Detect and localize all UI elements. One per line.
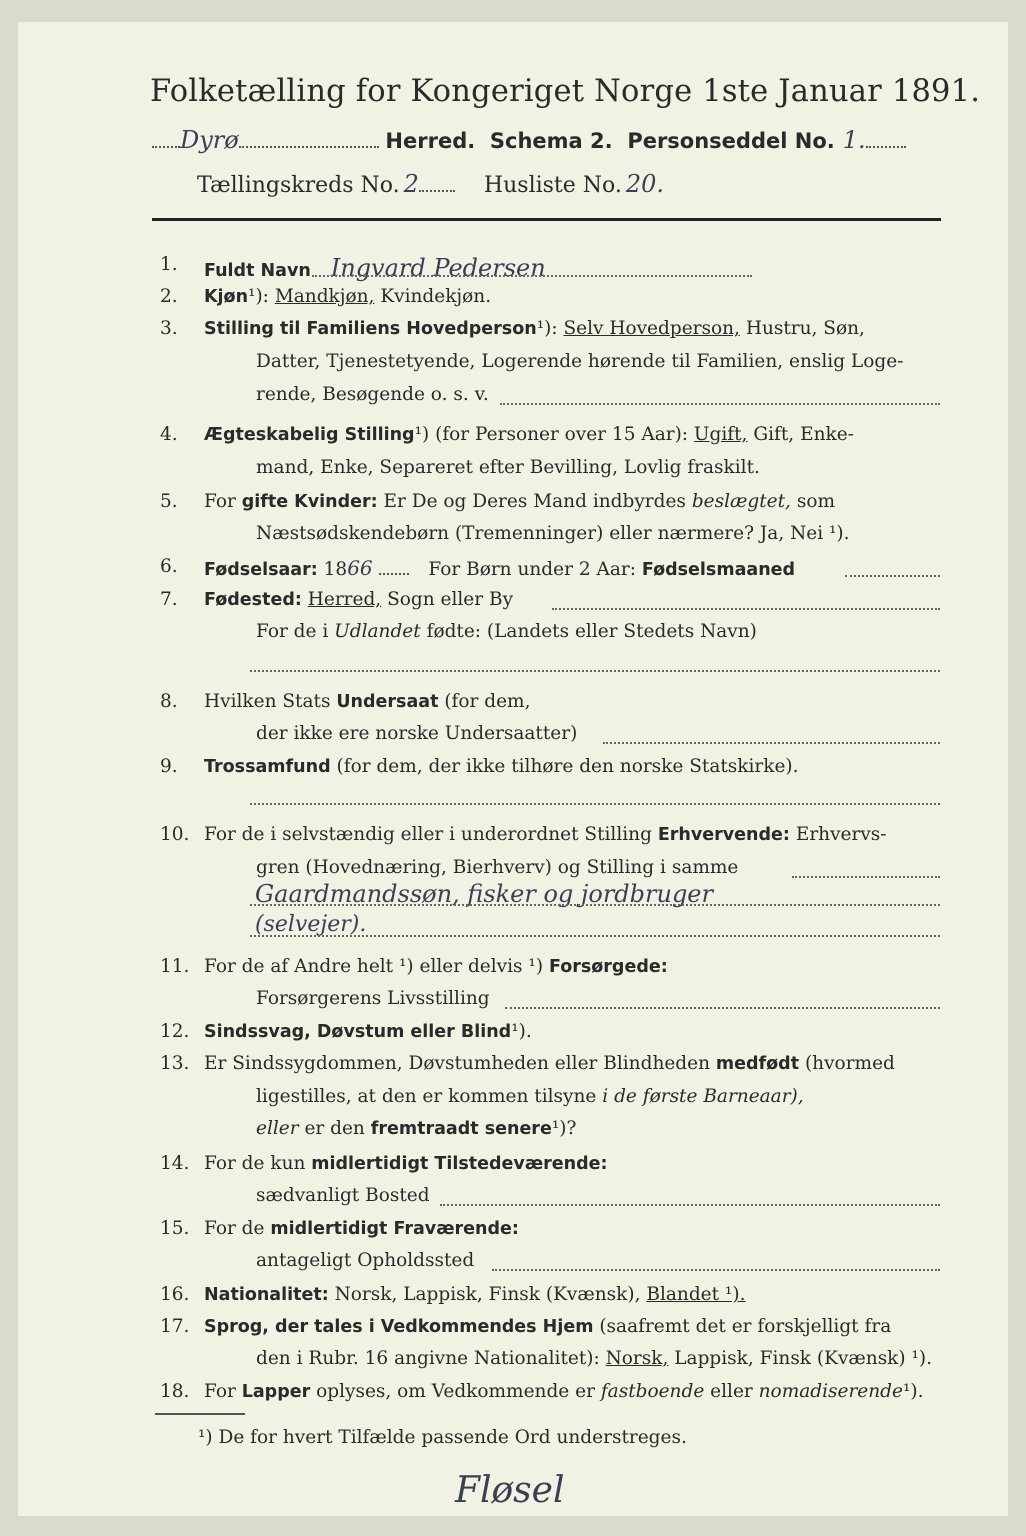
q17-number: 17. [160, 1316, 190, 1337]
q18-pre: For [204, 1381, 236, 1402]
q3-rest: Hustru, Søn, [745, 318, 865, 339]
q3-option-selv: Selv Hovedperson, [563, 318, 740, 339]
q4-pre: (for Personer over 15 Aar): [435, 424, 689, 445]
q17-text: (saafremt det er forskjelligt fra [599, 1316, 892, 1337]
q15-text: For de [204, 1218, 265, 1239]
q2-number: 2. [160, 286, 178, 307]
q5-row1 [204, 491, 835, 512]
q14-dotline [440, 1203, 940, 1206]
q6-label2: Fødselsmaaned [641, 560, 796, 580]
q15-row1 [204, 1218, 519, 1239]
scan-edge-right [1008, 0, 1026, 1536]
schema-label: Schema 2. [489, 129, 613, 153]
q18-italic1: fastboende [600, 1381, 705, 1402]
q5-italic: beslægtet, [691, 491, 791, 512]
q12-number: 12. [160, 1021, 190, 1042]
q15-label: midlertidigt Fraværende: [270, 1219, 519, 1239]
q4-sup: ¹) [414, 424, 430, 445]
q5-text-end: som [796, 491, 836, 512]
q16-text: Norsk, Lappisk, Finsk (Kvænsk), [334, 1284, 641, 1305]
q14-row2: sædvanligt Bosted [256, 1185, 430, 1206]
q5-pre: For [204, 491, 236, 512]
q18-number: 18. [160, 1381, 190, 1402]
q10-number: 10. [160, 824, 190, 845]
q5-text: Er De og Deres Mand indbyrdes [383, 491, 686, 512]
q10-dotline2 [250, 903, 940, 906]
q2-option-kvinde: Kvindekjøn. [380, 286, 492, 307]
q3-dotline [500, 402, 940, 405]
q13-line2a: ligestilles, at den er kommen tilsyne [256, 1086, 597, 1107]
kreds-value: 2 [403, 170, 419, 198]
signature: Fløsel [455, 1470, 565, 1511]
q2-row [204, 286, 491, 307]
q1-dotline [312, 274, 752, 277]
q8-row2: der ikke ere norske Undersaatter) [256, 723, 578, 744]
q4-row1 [204, 424, 854, 445]
q18-label: Lapper [241, 1382, 311, 1402]
q18-mid: eller [710, 1381, 753, 1402]
q6-row [204, 556, 795, 580]
q8-number: 8. [160, 691, 178, 712]
q18-end: ¹). [902, 1381, 924, 1402]
q17-row2 [256, 1348, 932, 1369]
q6-number: 6. [160, 556, 178, 577]
q15-row2: antageligt Opholdssted [256, 1250, 475, 1271]
q2-option-mand: Mandkjøn, [274, 286, 375, 307]
q11-dotline [505, 1006, 940, 1009]
kreds-label: Tællingskreds No. [197, 173, 400, 198]
q1-row [204, 254, 546, 282]
q1-number: 1. [160, 254, 178, 275]
q3-row1 [204, 318, 865, 339]
q12-label: Sindssvag, Døvstum eller Blind [204, 1022, 512, 1042]
q15-dotline [492, 1268, 940, 1271]
q7-row2 [256, 621, 757, 642]
q7-option-herred: Herred, [307, 589, 382, 610]
header-kreds-row [197, 170, 664, 198]
q10-row2: gren (Hovednæring, Bierhverv) og Stilling i samme [256, 857, 739, 878]
q1-value: Ingvard Pedersen [330, 254, 546, 282]
q6-value: 66 [347, 556, 373, 580]
q13-label3: fremtraadt senere [370, 1119, 552, 1139]
husliste-label: Husliste No. [483, 173, 622, 198]
q10-text: For de i selvstændig eller i underordnet Stilling [204, 824, 652, 845]
q17-row1 [204, 1316, 891, 1337]
q7-row1 [204, 589, 513, 610]
q6-printed-year: 18 [323, 559, 348, 580]
personseddel-value: 1. [842, 126, 866, 154]
q3-label: Stilling til Familiens Hovedperson [204, 319, 537, 339]
q18-text: oplyses, om Vedkommende er [316, 1381, 595, 1402]
q17-line2b: Lappisk, Finsk (Kvænsk) ¹). [674, 1348, 933, 1369]
q13-line2-italic: i de første Barneaar), [602, 1086, 804, 1107]
q10-label: Erhvervende: [657, 825, 790, 845]
q8-text-end: (for dem, [444, 691, 531, 712]
q6-label: Fødselsaar: [204, 560, 318, 580]
q13-line3b: ¹)? [551, 1118, 577, 1139]
q16-option-blandet: Blandet ¹). [646, 1284, 746, 1305]
q3-row2: Datter, Tjenestetyende, Logerende hørende til Familien, enslig Loge- [256, 351, 904, 372]
q5-label: gifte Kvinder: [241, 492, 378, 512]
q6-dotline [845, 574, 940, 577]
q8-label: Undersaat [336, 692, 439, 712]
q10-row1 [204, 824, 887, 845]
q14-number: 14. [160, 1153, 190, 1174]
q4-option-ugift: Ugift, [693, 424, 748, 445]
q9-row [204, 756, 799, 777]
q14-text: For de kun [204, 1153, 306, 1174]
header-herred-row [152, 126, 906, 154]
q5-row2: Næstsødskendebørn (Tremenninger) eller nærmere? Ja, Nei ¹). [256, 523, 850, 544]
q7-label: Fødested: [204, 590, 302, 610]
husliste-value: 20. [625, 170, 665, 198]
q7-line2b: fødte: (Landets eller Stedets Navn) [426, 621, 757, 642]
q11-label: Forsørgede: [548, 957, 668, 977]
personseddel-label: Personseddel No. [627, 129, 835, 153]
q9-label: Trossamfund [204, 757, 331, 777]
q10-dotline [792, 875, 940, 878]
q10-dotline3 [250, 934, 940, 937]
q13-text: Er Sindssygdommen, Døvstumheden eller Blindheden [204, 1053, 711, 1074]
q7-line2a: For de i [256, 621, 329, 642]
q12-sup: ¹). [511, 1021, 532, 1042]
q10-text-end: Erhvervs- [795, 824, 887, 845]
q13-line3a: er den [304, 1118, 365, 1139]
scan-edge-left [0, 0, 18, 1536]
q7-number: 7. [160, 589, 178, 610]
q13-number: 13. [160, 1053, 190, 1074]
footnote-rule [155, 1413, 245, 1415]
q4-rest: Gift, Enke- [753, 424, 854, 445]
herred-value: Dyrø [180, 126, 239, 154]
q11-row2: Forsørgerens Livsstilling [256, 988, 490, 1009]
q12-row [204, 1021, 532, 1042]
q13-label: medfødt [715, 1054, 800, 1074]
q13-row1 [204, 1053, 895, 1074]
q3-sup: ¹): [536, 318, 558, 339]
q4-number: 4. [160, 424, 178, 445]
q9-text: (for dem, der ikke tilhøre den norske Statskirke). [336, 756, 799, 777]
q13-row3 [256, 1118, 576, 1139]
q4-row2: mand, Enke, Separeret efter Bevilling, Lovlig fraskilt. [256, 457, 760, 478]
q18-row [204, 1381, 923, 1402]
q17-option-norsk: Norsk, [605, 1348, 669, 1369]
q17-label: Sprog, der tales i Vedkommendes Hjem [204, 1317, 594, 1337]
scan-edge-top [0, 0, 1026, 22]
q5-number: 5. [160, 491, 178, 512]
q10-handwritten-2: (selvejer). [255, 912, 367, 937]
q16-label: Nationalitet: [204, 1285, 329, 1305]
q10-handwritten-1: Gaardmandssøn, fisker og jordbruger [255, 880, 713, 908]
q17-line2a: den i Rubr. 16 angivne Nationalitet): [256, 1348, 600, 1369]
form-title: Folketælling for Kongeriget Norge 1ste Januar 1891. [150, 74, 981, 109]
q7-line2-italic: Udlandet [334, 621, 421, 642]
q15-number: 15. [160, 1218, 190, 1239]
q9-number: 9. [160, 756, 178, 777]
q18-italic2: nomadiserende [758, 1381, 903, 1402]
q1-label: Fuldt Navn [204, 261, 311, 281]
q9-dotline [250, 802, 940, 805]
herred-label: Herred. [385, 129, 476, 153]
q16-row [204, 1284, 745, 1305]
q8-text: Hvilken Stats [204, 691, 331, 712]
header-rule [152, 218, 941, 221]
q13-line3-italic: eller [256, 1118, 299, 1139]
q11-number: 11. [160, 956, 190, 977]
q4-label: Ægteskabelig Stilling [204, 425, 415, 445]
q7-rest: Sogn eller By [387, 589, 514, 610]
q6-text: For Børn under 2 Aar: [428, 559, 636, 580]
q16-number: 16. [160, 1284, 190, 1305]
q14-row1 [204, 1153, 608, 1174]
q13-text-end: (hvormed [804, 1053, 895, 1074]
scan-edge-bottom [0, 1516, 1026, 1536]
q11-text: For de af Andre helt ¹) eller delvis ¹) [204, 956, 544, 977]
q3-row3: rende, Besøgende o. s. v. [256, 384, 489, 405]
q3-number: 3. [160, 318, 178, 339]
q7-dotline [552, 607, 940, 610]
q2-label: Kjøn [204, 287, 249, 307]
q13-row2 [256, 1086, 804, 1107]
footnote: ¹) De for hvert Tilfælde passende Ord understreges. [198, 1427, 687, 1448]
q8-dotline [603, 741, 940, 744]
q14-label: midlertidigt Tilstedeværende: [311, 1154, 608, 1174]
q8-row1 [204, 691, 530, 712]
q11-row1 [204, 956, 668, 977]
q2-sup: ¹): [248, 286, 269, 307]
q7-dotline2 [250, 669, 940, 672]
